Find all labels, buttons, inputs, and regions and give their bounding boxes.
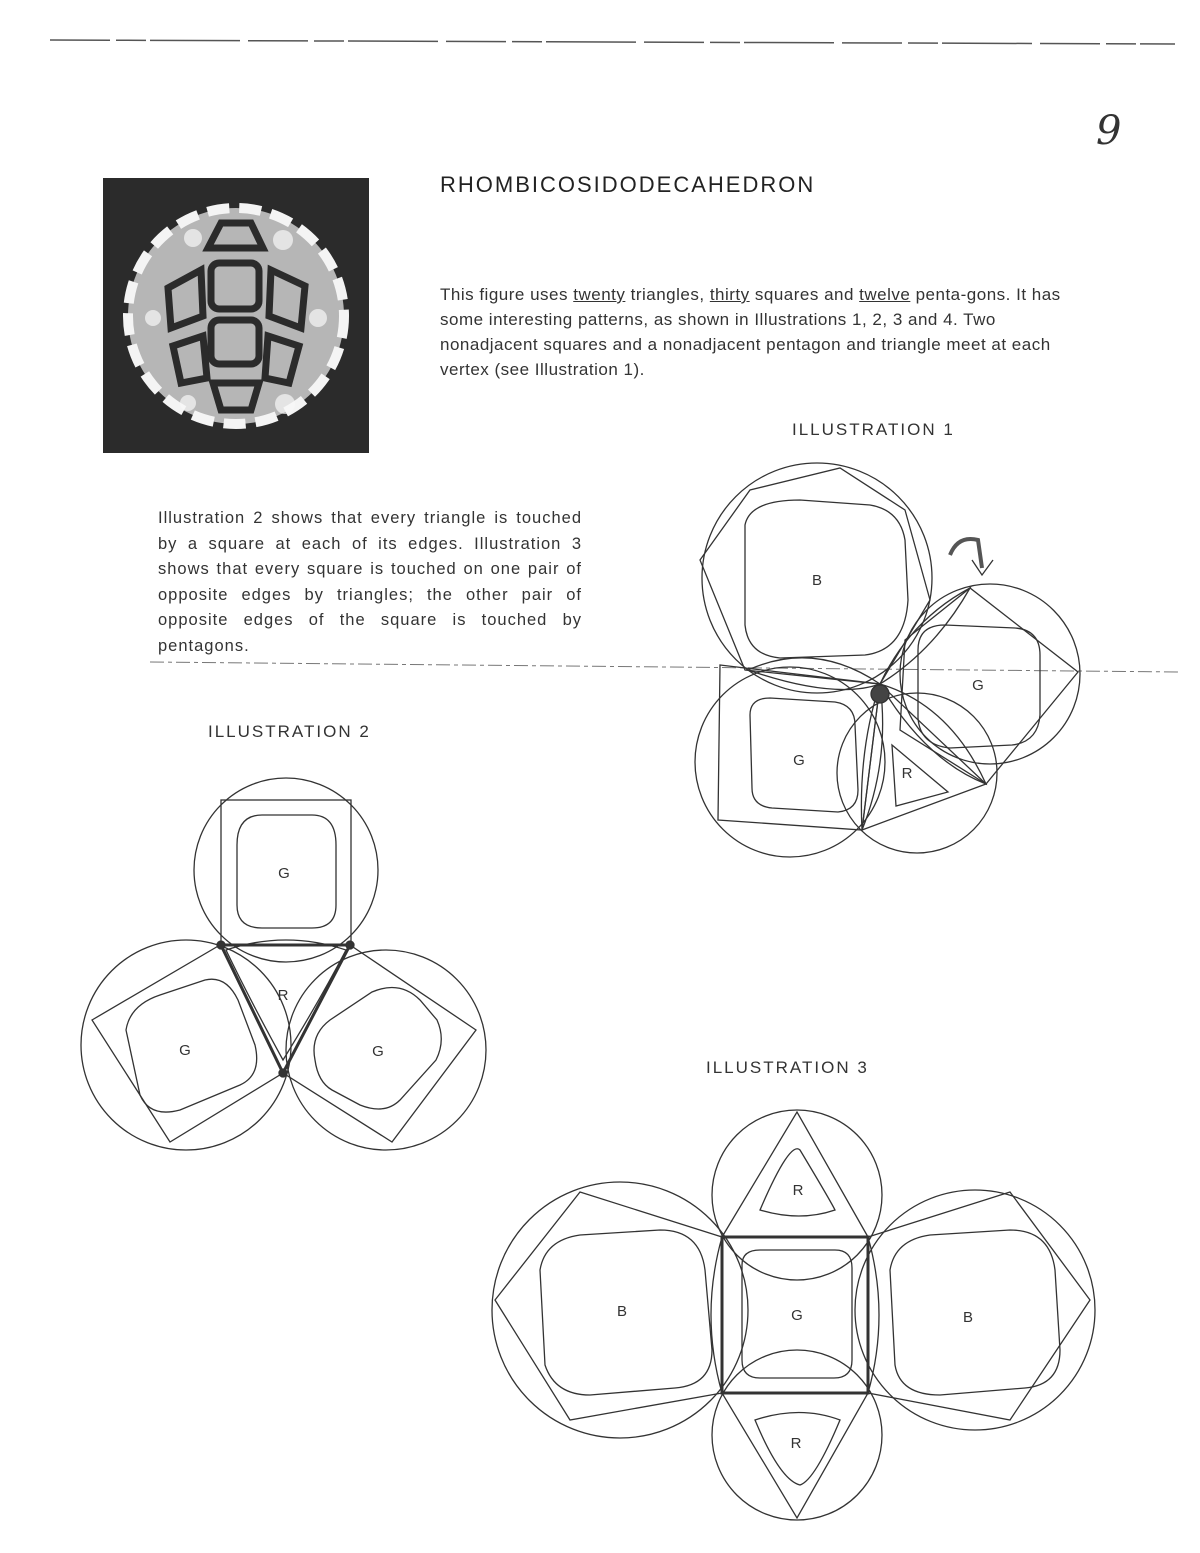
- word-twelve: twelve: [859, 285, 911, 304]
- intro-text-2: triangles,: [625, 285, 710, 304]
- illustration-1-label: ILLUSTRATION 1: [792, 420, 955, 439]
- illustration-1-face-g-right: G: [972, 677, 984, 694]
- illustration-2-label: ILLUSTRATION 2: [208, 722, 371, 741]
- page-number: 9: [1096, 108, 1122, 154]
- illustration-2-diagram: [81, 778, 486, 1150]
- illustration-3-face-r-top: R: [792, 1182, 804, 1199]
- word-thirty: thirty: [709, 285, 750, 304]
- illustration-1-face-b: B: [811, 572, 823, 589]
- illustration-1-diagram: [150, 463, 1180, 857]
- intro-text-1: This figure uses: [440, 285, 574, 304]
- illustration-2-face-g-left: G: [179, 1042, 191, 1059]
- page-title: RHOMBICOSIDODECAHEDRON: [440, 172, 816, 197]
- intro-text-4: penta-gons. It has some interesting patterns, as shown in Illustrations 1, 2, 3 and 4. Two nonadjacent squares and a nonadjacent pentagon and triangle meet at each vertex (see Illustration 1).: [440, 285, 1061, 379]
- illustration-3-face-g: G: [791, 1307, 803, 1324]
- illustration-1-face-r: R: [901, 765, 913, 782]
- illustration-3-face-b-left: B: [616, 1303, 628, 1320]
- illustration-3-face-r-bottom: R: [790, 1435, 802, 1452]
- illustration-1-face-g-left: G: [793, 752, 805, 769]
- word-twenty: twenty: [573, 285, 626, 304]
- intro-text-3: squares and: [749, 285, 860, 304]
- explanation-paragraph: Illustration 2 shows that every triangle is touched by a square at each of its edges. Illustration 3 shows that every square is touched on one pair of opposite edges by triangles; the other pair of opposite edges of the square is touched by pentagons.: [158, 509, 582, 655]
- illustration-2-face-g-right: G: [372, 1043, 384, 1060]
- illustration-2-face-r: R: [277, 987, 289, 1004]
- illustration-3-label: ILLUSTRATION 3: [706, 1058, 869, 1077]
- illustration-3-face-b-right: B: [962, 1309, 974, 1326]
- illustration-2-face-g-top: G: [278, 865, 290, 882]
